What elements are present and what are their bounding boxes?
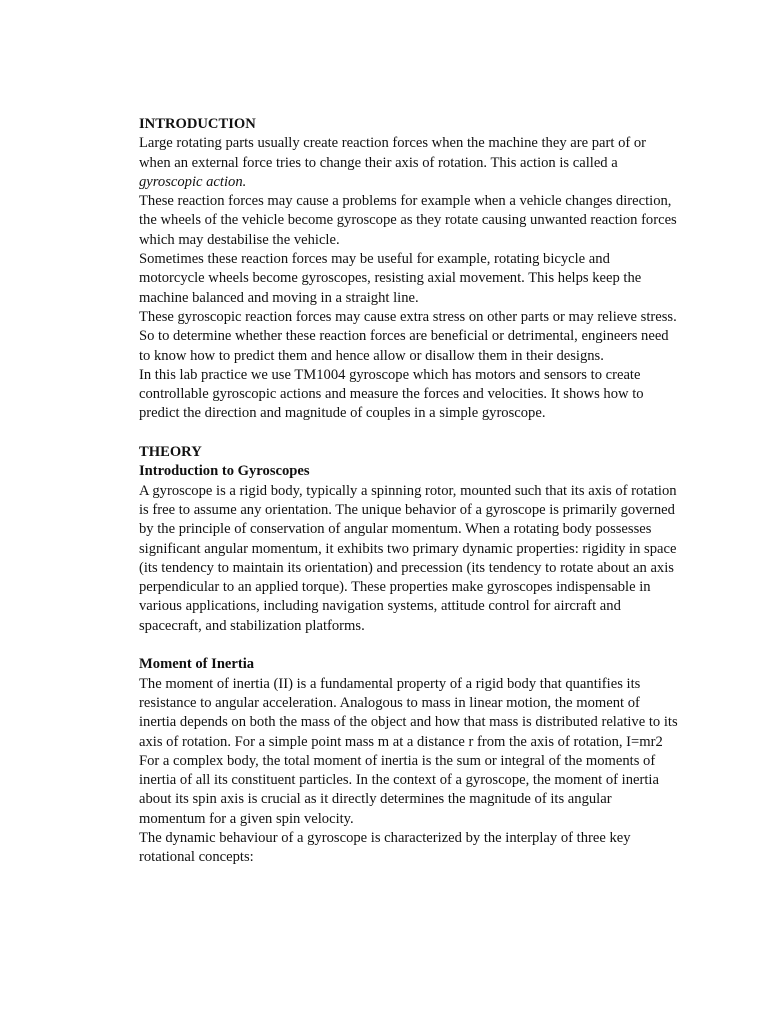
- moment-of-inertia-paragraph: The moment of inertia (II) is a fundamental property of a rigid body that quantifies its resistance to angular acceleration. Analogous to mass in linear motion, the moment of inertia depends on both the mass of the object and how that mass is distributed relative to its axis of rotation. For a simple point mass m at a distance r from the axis of rotation, I=mr2 For a complex body, the total moment of inertia is the sum or integral of the moments of inertia of all its constituent particles. In the context of a gyroscope, the moment of inertia about its spin axis is crucial as it directly determines the magnitude of its angular momentum for a given spin velocity.: [139, 675, 678, 827]
- moment-of-inertia-subheading: Moment of Inertia: [139, 656, 255, 673]
- intro-paragraph-2: These reaction forces may cause a problems for example when a vehicle changes direction, the wheels of the vehicle become gyroscope as they rotate causing unwanted reaction forces which may destabilise the vehicle.: [139, 193, 677, 248]
- section-spacer: [139, 424, 679, 443]
- intro-paragraph-1: [139, 134, 679, 192]
- theory-heading: THEORY: [139, 444, 202, 461]
- intro-paragraph-6: In this lab practice we use TM1004 gyroscope which has motors and sensors to create controllable gyroscopic actions and measure the forces and velocities. It shows how to predict the direction and magnitude of couples in a simple gyroscope.: [139, 366, 644, 422]
- intro-paragraph-4: These gyroscopic reaction forces may cause extra stress on other parts or may relieve stress.: [139, 308, 677, 325]
- dynamic-behaviour-paragraph: The dynamic behaviour of a gyroscope is characterized by the interplay of three key rotational concepts:: [139, 829, 631, 866]
- gyroscopes-paragraph: A gyroscope is a rigid body, typically a spinning rotor, mounted such that its axis of rotation is free to assume any orientation. The unique behavior of a gyroscope is primarily governed by the principle of conservation of angular momentum. When a rotating body possesses significant angular momentum, it exhibits two primary dynamic properties: rigidity in space (its tendency to maintain its orientation) and precession (its tendency to rotate about an axis perpendicular to an applied torque). These properties make gyroscopes indispensable in various applications, including navigation systems, attitude control for aircraft and spacecraft, and stabilization platforms.: [139, 482, 677, 634]
- introduction-heading: INTRODUCTION: [139, 116, 256, 132]
- gyroscopic-action-term: gyroscopic action.: [139, 173, 247, 190]
- document-body: [139, 115, 679, 868]
- gyroscopes-subheading: Introduction to Gyroscopes: [139, 463, 310, 480]
- subsection-spacer: [139, 636, 679, 655]
- intro-paragraph-5: So to determine whether these reaction forces are beneficial or detrimental, engineers need to know how to predict them and hence allow or disallow them in their designs.: [139, 328, 669, 364]
- intro-paragraph-1-text: Large rotating parts usually create reaction forces when the machine they are part of or when an external force tries to change their axis of rotation. This action is called a: [139, 135, 647, 171]
- intro-paragraph-3: Sometimes these reaction forces may be useful for example, rotating bicycle and motorcycle wheels become gyroscopes, resisting axial movement. This helps keep the machine balanced and moving in a straight line.: [139, 251, 642, 306]
